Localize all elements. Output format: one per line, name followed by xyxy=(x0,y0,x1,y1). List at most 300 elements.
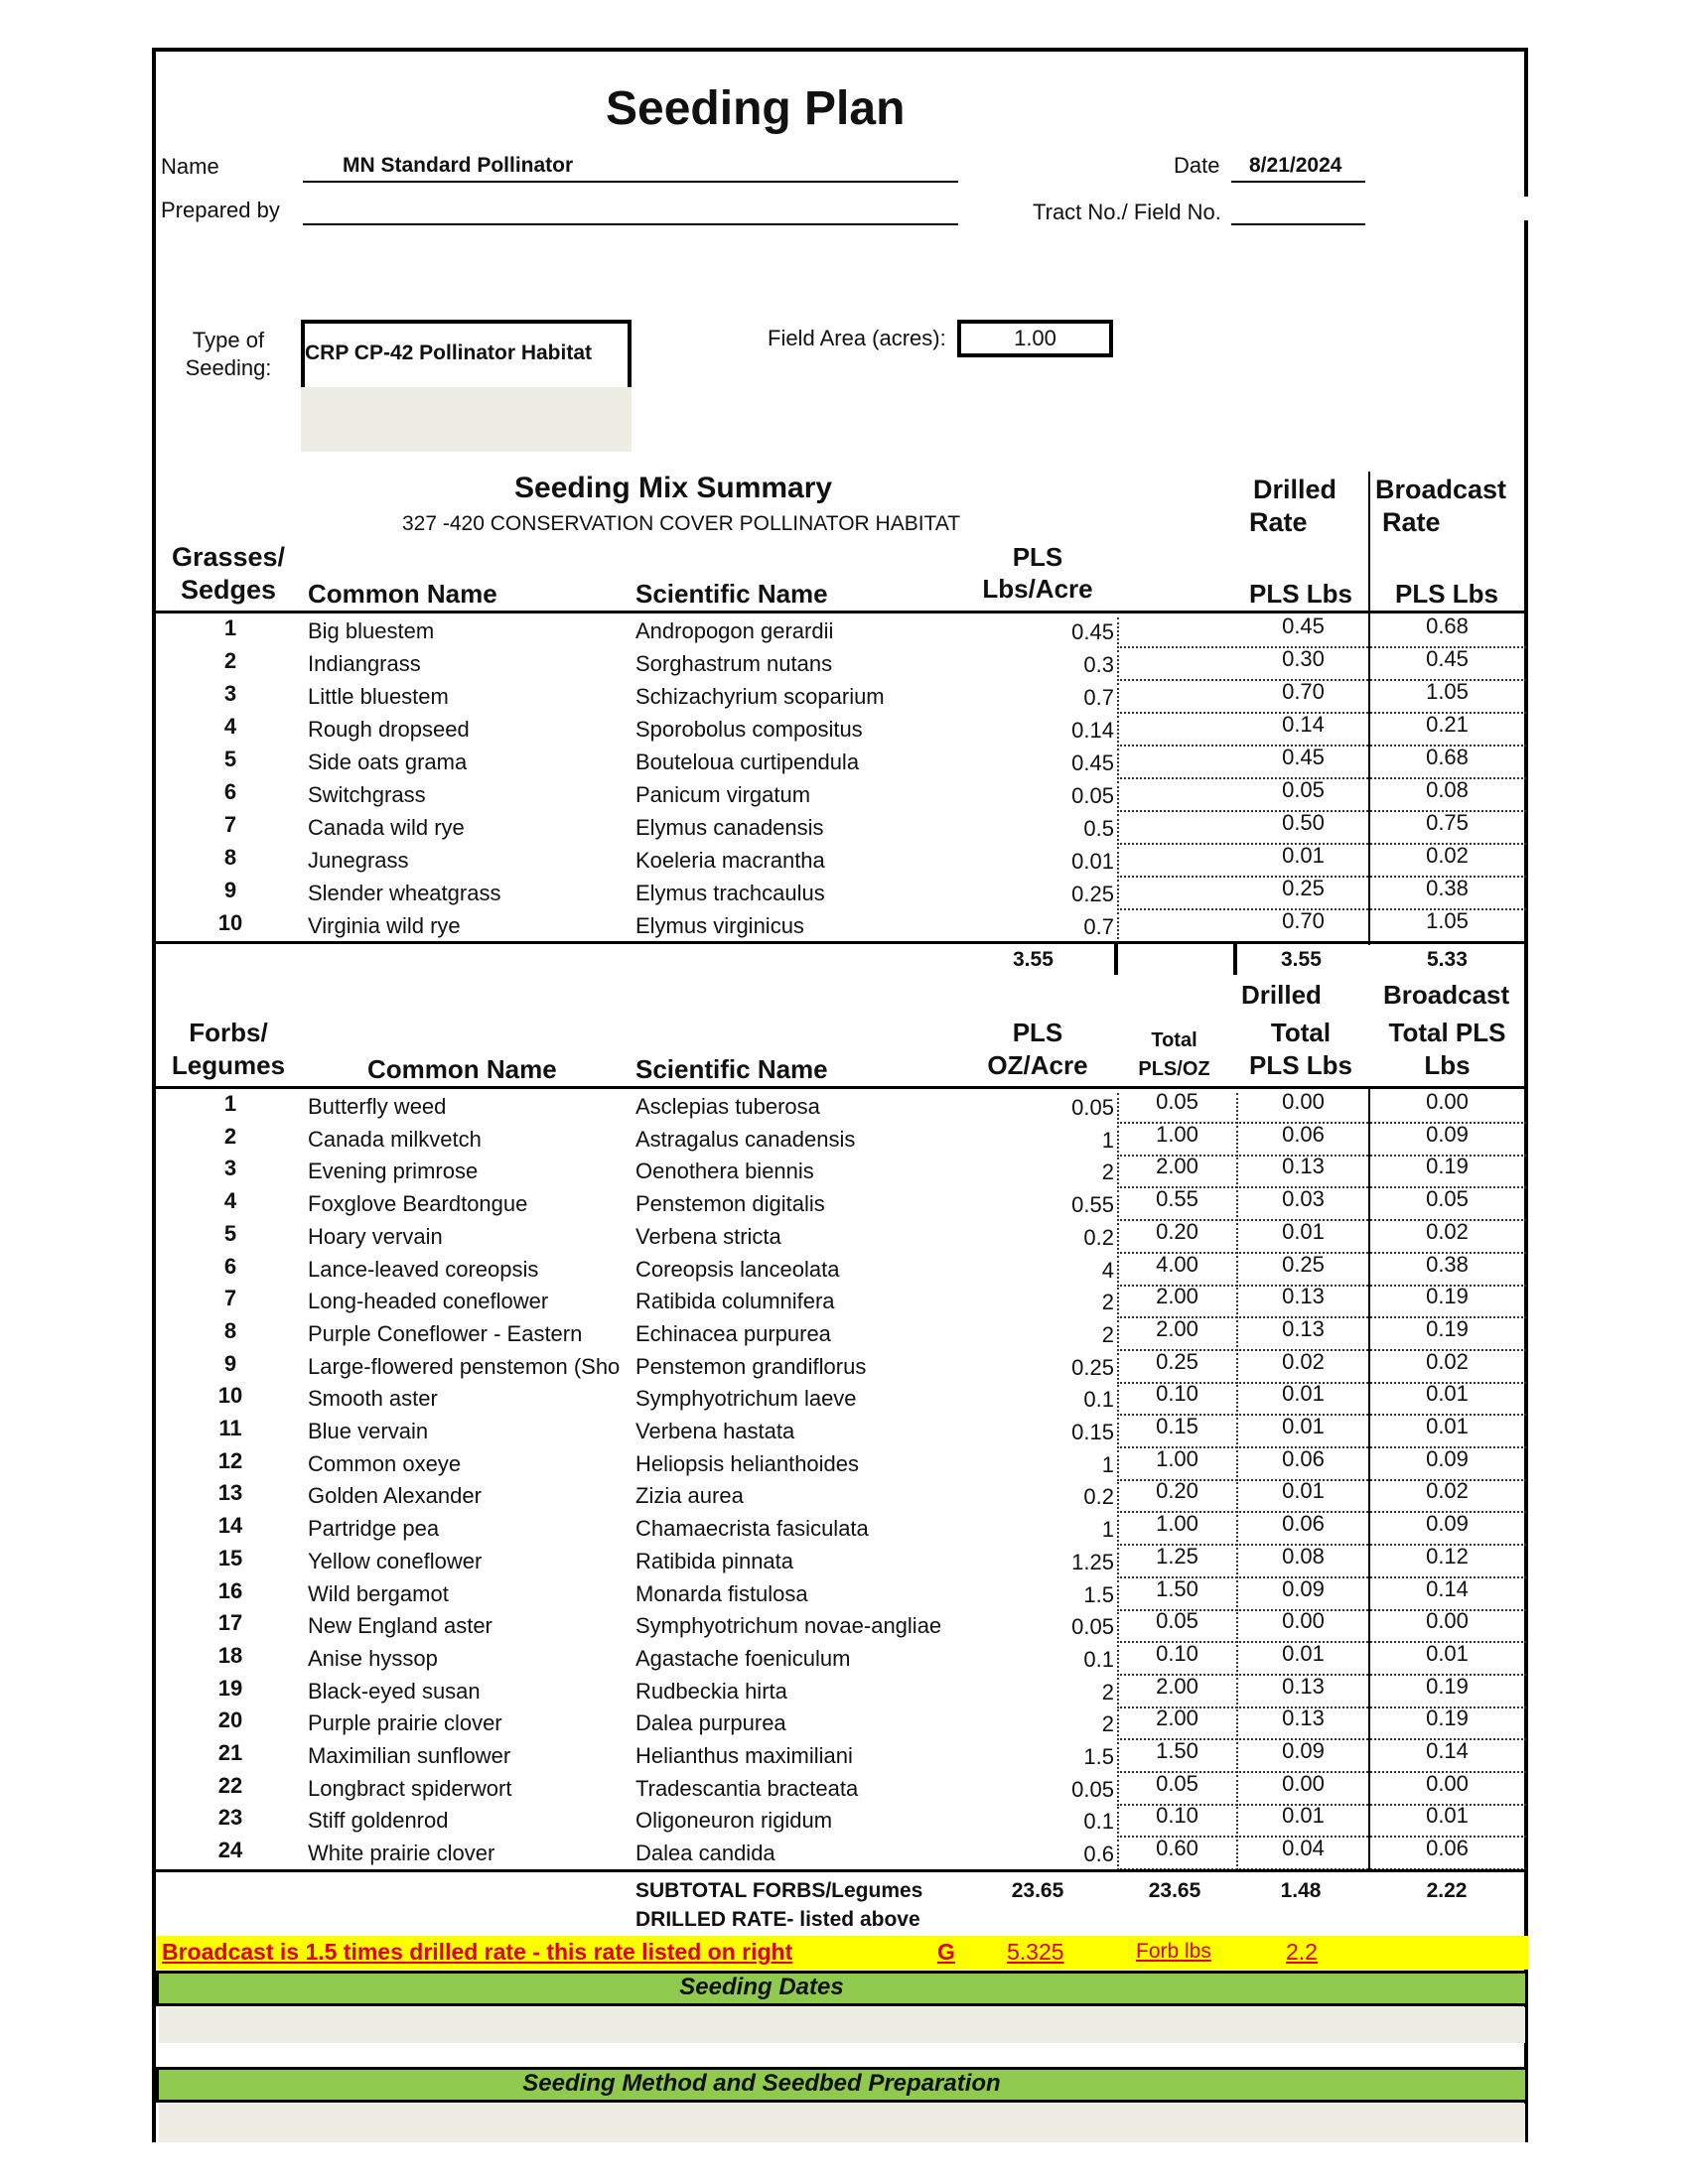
forb-pls-rate[interactable]: 1 xyxy=(1101,1128,1114,1153)
forb-drilled-lbs: 0.13 xyxy=(1282,1706,1325,1730)
forb-row-number: 8 xyxy=(223,1318,237,1343)
forb-broadcast-lbs: 0.02 xyxy=(1426,1349,1469,1374)
forb-total-oz: 2.00 xyxy=(1156,1706,1198,1730)
grass-broadcast-lbs: 1.05 xyxy=(1426,908,1469,933)
forb-drilled-lbs: 0.13 xyxy=(1282,1154,1325,1178)
grass-row-number: 2 xyxy=(223,648,237,673)
grass-drilled-lbs: 0.45 xyxy=(1282,614,1325,638)
forb-row-number: 14 xyxy=(217,1513,243,1538)
forb-scientific-name: Verbena stricta xyxy=(635,1224,781,1249)
forb-common-name: New England aster xyxy=(308,1613,492,1638)
date-underline xyxy=(1231,181,1365,183)
grass-drilled-lbs: 0.05 xyxy=(1282,777,1325,802)
forb-drilled-lbs: 0.13 xyxy=(1282,1284,1325,1308)
forb-drilled-lbs: 0.09 xyxy=(1282,1738,1325,1763)
grass-row-number: 8 xyxy=(223,845,237,870)
forb-broadcast-lbs: 0.00 xyxy=(1426,1771,1469,1796)
forb-row-number: 12 xyxy=(217,1448,243,1473)
forb-pls-rate[interactable]: 0.15 xyxy=(1071,1420,1114,1444)
date-field[interactable]: 8/21/2024 xyxy=(1249,154,1342,177)
forb-drilled-lbs: 0.04 xyxy=(1282,1836,1325,1860)
forb-row-grid-inner xyxy=(1236,1320,1368,1351)
forb-total-oz: 4.00 xyxy=(1156,1252,1198,1277)
grass-row-grid xyxy=(1117,814,1526,845)
forb-broadcast-lbs: 0.38 xyxy=(1426,1252,1469,1277)
forb-common-name: Hoary vervain xyxy=(308,1224,443,1249)
prepared-by-underline xyxy=(303,223,958,225)
forb-drilled-lbs: 0.01 xyxy=(1282,1219,1325,1244)
summary-subtitle: 327 -420 CONSERVATION COVER POLLINATOR HABITAT xyxy=(402,512,961,535)
forb-row-grid-inner xyxy=(1236,1482,1368,1513)
forb-total-header-1: Total xyxy=(1151,1029,1197,1051)
forb-scientific-name: Symphyotrichum laeve xyxy=(635,1386,857,1411)
broadcast-forb-lbs: 2.2 xyxy=(1286,1939,1318,1965)
forb-broadcast-header-2: Total PLS xyxy=(1388,1018,1506,1047)
forb-total-oz: 1.25 xyxy=(1156,1544,1198,1569)
grass-row-number: 4 xyxy=(223,714,237,739)
forb-drilled-lbs: 0.00 xyxy=(1282,1771,1325,1796)
forb-pls-rate[interactable]: 2 xyxy=(1101,1680,1114,1705)
forb-row-number: 21 xyxy=(217,1740,243,1765)
forb-pls-rate[interactable]: 0.1 xyxy=(1083,1809,1114,1834)
seeding-method-field[interactable] xyxy=(159,2104,1525,2142)
forb-row-grid-inner xyxy=(1236,1612,1368,1643)
forb-broadcast-lbs: 0.05 xyxy=(1426,1186,1469,1211)
forb-scientific-name: Echinacea purpurea xyxy=(635,1321,831,1346)
forb-scientific-name: Penstemon digitalis xyxy=(635,1191,825,1216)
forb-row-grid-inner xyxy=(1236,1418,1368,1448)
forb-row-grid-inner xyxy=(1236,1548,1368,1578)
forb-row-grid-inner xyxy=(1236,1288,1368,1318)
forb-row-number: 22 xyxy=(217,1773,243,1798)
grass-common-name: Rough dropseed xyxy=(308,717,470,742)
forb-total-oz: 0.60 xyxy=(1156,1836,1198,1860)
forb-common-name: Stiff goldenrod xyxy=(308,1808,449,1833)
forb-drilled-lbs: 0.01 xyxy=(1282,1641,1325,1666)
grasses-heading-2: Sedges xyxy=(180,575,277,605)
forb-broadcast-lbs: 0.09 xyxy=(1426,1446,1469,1471)
forb-common-name: Evening primrose xyxy=(308,1159,479,1183)
forb-row-number: 10 xyxy=(217,1383,243,1408)
grass-drilled-lbs: 0.70 xyxy=(1282,908,1325,933)
forb-total-oz: 0.10 xyxy=(1156,1381,1198,1406)
forb-broadcast-lbs: 0.01 xyxy=(1426,1803,1469,1828)
grass-broadcast-lbs: 0.68 xyxy=(1426,614,1469,638)
forb-row-number: 2 xyxy=(223,1124,237,1149)
forb-row-grid-inner xyxy=(1236,1450,1368,1481)
grass-row-grid xyxy=(1117,683,1526,714)
grass-common-name: Junegrass xyxy=(308,848,409,873)
forb-total-oz: 1.50 xyxy=(1156,1576,1198,1601)
forb-subtotal-rate: 23.65 xyxy=(1011,1879,1064,1902)
grass-pls-rate[interactable]: 0.25 xyxy=(1071,882,1114,906)
grass-broadcast-lbs: 1.05 xyxy=(1426,679,1469,704)
forb-broadcast-lbs: 0.09 xyxy=(1426,1122,1469,1147)
forb-row-number: 15 xyxy=(217,1546,243,1570)
forb-drilled-header-2: Total xyxy=(1270,1018,1332,1047)
forb-total-oz: 0.20 xyxy=(1156,1478,1198,1503)
grass-pls-rate[interactable]: 0.01 xyxy=(1071,849,1114,874)
grass-total-broadcast: 5.33 xyxy=(1427,948,1468,971)
grass-drilled-lbs: 0.70 xyxy=(1282,679,1325,704)
forb-scientific-name: Oenothera biennis xyxy=(635,1159,814,1183)
forb-broadcast-lbs: 0.01 xyxy=(1426,1641,1469,1666)
forb-column-divider xyxy=(1368,1087,1370,1871)
forb-scientific-name: Chamaecrista fasiculata xyxy=(635,1516,869,1541)
forb-broadcast-lbs: 0.01 xyxy=(1426,1381,1469,1406)
forb-row-grid-inner xyxy=(1236,1190,1368,1221)
forb-common-name: Golden Alexander xyxy=(308,1483,482,1508)
forb-row-grid-inner xyxy=(1236,1256,1368,1287)
broadcast-forb-label: Forb lbs xyxy=(1136,1940,1211,1963)
forb-pls-rate[interactable]: 2 xyxy=(1101,1322,1114,1347)
forb-broadcast-lbs: 0.14 xyxy=(1426,1576,1469,1601)
date-label: Date xyxy=(1174,153,1220,178)
forb-row-grid-inner xyxy=(1236,1709,1368,1740)
forb-drilled-lbs: 0.06 xyxy=(1282,1511,1325,1536)
forb-broadcast-lbs: 0.19 xyxy=(1426,1674,1469,1699)
grass-pls-rate[interactable]: 0.3 xyxy=(1083,652,1114,677)
forb-scientific-name: Penstemon grandiflorus xyxy=(635,1354,867,1379)
forb-scientific-name: Symphyotrichum novae-angliae xyxy=(635,1613,942,1638)
grass-scientific-name: Andropogon gerardii xyxy=(635,618,834,643)
forb-scientific-name: Oligoneuron rigidum xyxy=(635,1808,833,1833)
forb-pls-rate[interactable]: 0.25 xyxy=(1071,1355,1114,1380)
forb-broadcast-lbs: 0.14 xyxy=(1426,1738,1469,1763)
forb-pls-rate[interactable]: 2 xyxy=(1101,1711,1114,1736)
name-label: Name xyxy=(161,154,219,179)
forb-pls-rate[interactable]: 1.5 xyxy=(1083,1582,1114,1607)
grass-row-number: 10 xyxy=(217,910,243,935)
name-field[interactable]: MN Standard Pollinator xyxy=(343,154,574,177)
grass-drilled-header: PLS Lbs xyxy=(1249,579,1353,609)
forb-pls-rate[interactable]: 0.05 xyxy=(1071,1614,1114,1639)
forb-drilled-lbs: 0.25 xyxy=(1282,1252,1325,1277)
grass-common-name: Little bluestem xyxy=(308,684,449,709)
forb-drilled-lbs: 0.01 xyxy=(1282,1414,1325,1438)
forb-total-oz: 0.20 xyxy=(1156,1219,1198,1244)
drilled-rate-heading-2: Rate xyxy=(1249,507,1308,537)
grass-row-grid xyxy=(1117,847,1526,878)
grass-row-grid xyxy=(1117,912,1526,943)
grass-broadcast-lbs: 0.75 xyxy=(1426,810,1469,835)
forb-pls-header-1: PLS xyxy=(1012,1018,1063,1047)
forb-subtotal-label-2: DRILLED RATE- listed above xyxy=(635,1908,920,1931)
grass-scientific-name: Sorghastrum nutans xyxy=(635,651,833,676)
forb-total-oz: 1.00 xyxy=(1156,1122,1198,1147)
forb-row-number: 9 xyxy=(223,1351,237,1376)
forb-row-grid-inner xyxy=(1236,1580,1368,1611)
forb-total-oz: 0.05 xyxy=(1156,1089,1198,1114)
forb-total-oz: 0.10 xyxy=(1156,1803,1198,1828)
forb-broadcast-lbs: 0.00 xyxy=(1426,1089,1469,1114)
grass-broadcast-lbs: 0.21 xyxy=(1426,712,1469,737)
forb-pls-rate[interactable]: 0.6 xyxy=(1083,1842,1114,1866)
forb-scientific-name: Tradescantia bracteata xyxy=(635,1776,859,1801)
grass-common-name: Slender wheatgrass xyxy=(308,881,501,905)
forb-row-grid-inner xyxy=(1236,1807,1368,1838)
forb-broadcast-header-3: Lbs xyxy=(1424,1050,1471,1080)
forb-row-number: 19 xyxy=(217,1676,243,1701)
forb-total-oz: 0.05 xyxy=(1156,1608,1198,1633)
forb-drilled-lbs: 0.13 xyxy=(1282,1316,1325,1341)
forb-pls-rate[interactable]: 1.5 xyxy=(1083,1744,1114,1769)
grasses-heading-1: Grasses/ xyxy=(171,542,286,572)
grass-common-name: Switchgrass xyxy=(308,782,426,807)
name-underline xyxy=(303,181,958,183)
forb-pls-rate[interactable]: 0.1 xyxy=(1083,1387,1114,1412)
field-area-label: Field Area (acres): xyxy=(768,326,946,350)
forb-scientific-name: Dalea purpurea xyxy=(635,1710,786,1735)
grass-row-number: 9 xyxy=(223,878,237,902)
forb-subtotal-total: 23.65 xyxy=(1148,1879,1201,1902)
forb-pls-rate[interactable]: 0.2 xyxy=(1083,1225,1114,1250)
forb-common-name: Foxglove Beardtongue xyxy=(308,1191,528,1216)
seeding-type-value: CRP CP-42 Pollinator Habitat xyxy=(305,341,592,364)
grass-pls-rate[interactable]: 0.14 xyxy=(1071,718,1114,743)
grass-scientific-name: Sporobolus compositus xyxy=(635,717,863,742)
forb-scientific-name: Agastache foeniculum xyxy=(635,1646,851,1671)
forb-row-grid-inner xyxy=(1236,1840,1368,1870)
tract-underline xyxy=(1231,223,1365,225)
grass-row-grid xyxy=(1117,880,1526,910)
forb-total-oz: 2.00 xyxy=(1156,1154,1198,1178)
grass-drilled-lbs: 0.45 xyxy=(1282,745,1325,769)
grass-broadcast-lbs: 0.38 xyxy=(1426,876,1469,900)
forb-scientific-name: Zizia aurea xyxy=(635,1483,744,1508)
grass-total-divider-2 xyxy=(1233,943,1237,975)
forb-pls-rate[interactable]: 1 xyxy=(1101,1452,1114,1477)
grass-common-name: Virginia wild rye xyxy=(308,913,461,938)
forb-total-oz: 1.00 xyxy=(1156,1446,1198,1471)
forb-row-number: 24 xyxy=(217,1838,243,1862)
forb-total-header-2: PLS/OZ xyxy=(1138,1058,1210,1080)
forb-total-oz: 0.25 xyxy=(1156,1349,1198,1374)
grass-scientific-name: Koeleria macrantha xyxy=(635,848,825,873)
forb-broadcast-lbs: 0.02 xyxy=(1426,1219,1469,1244)
forb-row-grid-inner xyxy=(1236,1645,1368,1676)
grass-scientific-name: Schizachyrium scoparium xyxy=(635,684,885,709)
forb-broadcast-lbs: 0.12 xyxy=(1426,1544,1469,1569)
grass-total-drilled: 3.55 xyxy=(1281,948,1322,971)
forb-scientific-name: Rudbeckia hirta xyxy=(635,1679,787,1704)
forb-broadcast-lbs: 0.19 xyxy=(1426,1284,1469,1308)
forb-drilled-lbs: 0.00 xyxy=(1282,1608,1325,1633)
grass-row-grid xyxy=(1117,650,1526,681)
grass-common-name: Big bluestem xyxy=(308,618,435,643)
grass-scientific-name: Elymus virginicus xyxy=(635,913,804,938)
forb-pls-header-2: OZ/Acre xyxy=(987,1050,1088,1080)
forb-broadcast-lbs: 0.06 xyxy=(1426,1836,1469,1860)
forb-row-number: 13 xyxy=(217,1480,243,1505)
forb-drilled-lbs: 0.02 xyxy=(1282,1349,1325,1374)
forb-common-name: Yellow coneflower xyxy=(308,1549,483,1573)
grass-drilled-lbs: 0.25 xyxy=(1282,876,1325,900)
grass-common-name: Canada wild rye xyxy=(308,815,465,840)
rate-divider xyxy=(1368,472,1370,611)
forb-drilled-lbs: 0.00 xyxy=(1282,1089,1325,1114)
grass-common-name: Side oats grama xyxy=(308,750,468,774)
forb-pls-rate[interactable]: 4 xyxy=(1101,1258,1114,1283)
forb-pls-rate[interactable]: 2 xyxy=(1101,1160,1114,1184)
summary-title: Seeding Mix Summary xyxy=(514,472,833,504)
grass-common-name-header: Common Name xyxy=(308,579,497,609)
forb-pls-rate[interactable]: 2 xyxy=(1101,1290,1114,1314)
forb-scientific-name: Astragalus canadensis xyxy=(635,1127,856,1152)
grass-row-grid xyxy=(1117,716,1526,747)
forb-total-oz: 0.15 xyxy=(1156,1414,1198,1438)
forb-total-oz: 0.55 xyxy=(1156,1186,1198,1211)
broadcast-grass-lbs: 5.325 xyxy=(1007,1939,1064,1965)
grass-broadcast-lbs: 0.02 xyxy=(1426,843,1469,868)
forb-row-number: 11 xyxy=(218,1416,242,1440)
grass-pls-rate[interactable]: 0.5 xyxy=(1083,816,1114,841)
forb-scientific-name-header: Scientific Name xyxy=(635,1054,828,1084)
forb-row-grid-inner xyxy=(1236,1093,1368,1124)
forb-row-number: 23 xyxy=(217,1805,243,1830)
grass-common-name: Indiangrass xyxy=(308,651,421,676)
forb-scientific-name: Ratibida pinnata xyxy=(635,1549,794,1573)
forb-scientific-name: Helianthus maximiliani xyxy=(635,1743,853,1768)
grass-drilled-lbs: 0.01 xyxy=(1282,843,1325,868)
prepared-by-label: Prepared by xyxy=(161,198,280,222)
forb-common-name: Large-flowered penstemon (Sho xyxy=(308,1354,621,1379)
forb-common-name: White prairie clover xyxy=(308,1841,495,1865)
forb-row-number: 1 xyxy=(223,1091,237,1116)
forb-broadcast-lbs: 0.01 xyxy=(1426,1414,1469,1438)
forb-common-name: Anise hyssop xyxy=(308,1646,438,1671)
forb-drilled-header-3: PLS Lbs xyxy=(1248,1050,1352,1080)
grass-row-number: 7 xyxy=(223,812,237,837)
forb-common-name: Partridge pea xyxy=(308,1516,440,1541)
grass-broadcast-lbs: 0.68 xyxy=(1426,745,1469,769)
tract-label: Tract No./ Field No. xyxy=(1033,200,1221,224)
forb-common-name: Lance-leaved coreopsis xyxy=(308,1257,539,1282)
seeding-type-label-1: Type of xyxy=(192,328,265,352)
forb-total-oz: 2.00 xyxy=(1156,1284,1198,1308)
field-area-input[interactable]: 1.00 xyxy=(957,320,1113,357)
forb-row-number: 5 xyxy=(223,1221,237,1246)
forb-common-name: Blue vervain xyxy=(308,1419,429,1443)
grass-scientific-name: Elymus trachcaulus xyxy=(635,881,825,905)
broadcast-note-g: G xyxy=(937,1939,955,1965)
forb-broadcast-lbs: 0.09 xyxy=(1426,1511,1469,1536)
forb-common-name: Longbract spiderwort xyxy=(308,1776,512,1801)
grass-row-number: 3 xyxy=(223,681,237,706)
grass-pls-header-2: Lbs/Acre xyxy=(982,574,1093,604)
grass-broadcast-header: PLS Lbs xyxy=(1395,579,1499,609)
page-title: Seeding Plan xyxy=(606,82,906,135)
grass-row-number: 6 xyxy=(223,779,237,804)
seeding-type-label-2: Seeding: xyxy=(185,355,272,380)
forb-scientific-name: Coreopsis lanceolata xyxy=(635,1257,840,1282)
forb-pls-rate[interactable]: 0.2 xyxy=(1083,1484,1114,1509)
forb-row-grid-inner xyxy=(1236,1742,1368,1773)
grass-row-number: 1 xyxy=(223,615,237,640)
broadcast-rate-heading-1: Broadcast xyxy=(1375,475,1507,504)
grass-scientific-name: Elymus canadensis xyxy=(635,815,824,840)
seeding-method-title: Seeding Method and Seedbed Preparation xyxy=(522,2070,1001,2097)
grass-drilled-lbs: 0.14 xyxy=(1282,712,1325,737)
forb-broadcast-lbs: 0.19 xyxy=(1426,1154,1469,1178)
forb-row-number: 6 xyxy=(223,1254,237,1279)
grass-pls-rate[interactable]: 0.7 xyxy=(1083,685,1114,710)
forb-row-number: 20 xyxy=(217,1707,243,1732)
forb-common-name: Purple Coneflower - Eastern xyxy=(308,1321,583,1346)
grass-pls-rate[interactable]: 0.45 xyxy=(1071,751,1114,775)
forb-broadcast-lbs: 0.00 xyxy=(1426,1608,1469,1633)
forb-common-name: Common oxeye xyxy=(308,1451,462,1476)
forb-row-number: 7 xyxy=(223,1286,237,1310)
forbs-heading-2: Legumes xyxy=(171,1050,286,1080)
forb-total-oz: 0.05 xyxy=(1156,1771,1198,1796)
grass-drilled-lbs: 0.30 xyxy=(1282,646,1325,671)
forb-total-oz: 2.00 xyxy=(1156,1674,1198,1699)
forb-common-name: Black-eyed susan xyxy=(308,1679,481,1704)
grass-total-divider-1 xyxy=(1114,943,1118,975)
forb-pls-rate[interactable]: 0.1 xyxy=(1083,1647,1114,1672)
grass-row-grid xyxy=(1117,749,1526,779)
forbs-heading-1: Forbs/ xyxy=(189,1018,268,1047)
forb-row-number: 3 xyxy=(223,1156,237,1180)
grass-row-number: 5 xyxy=(223,747,237,771)
grass-pls-rate[interactable]: 0.45 xyxy=(1071,619,1114,644)
forb-pls-rate[interactable]: 1.25 xyxy=(1071,1550,1114,1574)
forb-row-number: 16 xyxy=(217,1578,243,1603)
forb-pls-rate[interactable]: 0.05 xyxy=(1071,1095,1114,1120)
forb-drilled-lbs: 0.01 xyxy=(1282,1803,1325,1828)
forb-scientific-name: Asclepias tuberosa xyxy=(635,1094,820,1119)
grass-drilled-lbs: 0.50 xyxy=(1282,810,1325,835)
seeding-dates-field[interactable] xyxy=(159,2007,1525,2043)
seeding-type-box[interactable] xyxy=(301,320,632,452)
forb-row-number: 4 xyxy=(223,1188,237,1213)
page-frame-right xyxy=(1524,48,1528,197)
forb-row-grid-inner xyxy=(1236,1515,1368,1546)
forb-drilled-lbs: 0.06 xyxy=(1282,1122,1325,1147)
forb-pls-rate[interactable]: 0.05 xyxy=(1071,1777,1114,1802)
forb-common-name: Maximilian sunflower xyxy=(308,1743,511,1768)
forb-row-grid-inner xyxy=(1236,1126,1368,1157)
forb-row-number: 18 xyxy=(217,1643,243,1668)
forb-row-grid-inner xyxy=(1236,1353,1368,1384)
forb-drilled-lbs: 0.01 xyxy=(1282,1478,1325,1503)
grass-broadcast-lbs: 0.08 xyxy=(1426,777,1469,802)
forb-subtotal-drilled: 1.48 xyxy=(1280,1879,1322,1902)
forb-broadcast-lbs: 0.02 xyxy=(1426,1478,1469,1503)
forb-common-name: Butterfly weed xyxy=(308,1094,447,1119)
forb-pls-rate[interactable]: 0.55 xyxy=(1071,1192,1114,1217)
forb-scientific-name: Monarda fistulosa xyxy=(635,1581,808,1606)
grass-total-rule xyxy=(156,941,1528,944)
forb-broadcast-lbs: 0.19 xyxy=(1426,1706,1469,1730)
forb-common-name-header: Common Name xyxy=(367,1054,557,1084)
forb-common-name: Long-headed coneflower xyxy=(308,1289,549,1313)
forb-row-grid-inner xyxy=(1236,1775,1368,1806)
forb-common-name: Purple prairie clover xyxy=(308,1710,502,1735)
grass-column-divider xyxy=(1368,612,1370,945)
grass-pls-rate[interactable]: 0.05 xyxy=(1071,783,1114,808)
forb-row-grid-inner xyxy=(1236,1223,1368,1254)
forb-pls-rate[interactable]: 1 xyxy=(1101,1517,1114,1542)
forb-drilled-lbs: 0.03 xyxy=(1282,1186,1325,1211)
forb-scientific-name: Dalea candida xyxy=(635,1841,775,1865)
grass-pls-rate[interactable]: 0.7 xyxy=(1083,914,1114,939)
forb-drilled-lbs: 0.01 xyxy=(1282,1381,1325,1406)
grass-scientific-name: Panicum virgatum xyxy=(635,782,811,807)
grass-scientific-name-header: Scientific Name xyxy=(635,579,828,609)
forb-subtotal-rule xyxy=(156,1869,1528,1872)
